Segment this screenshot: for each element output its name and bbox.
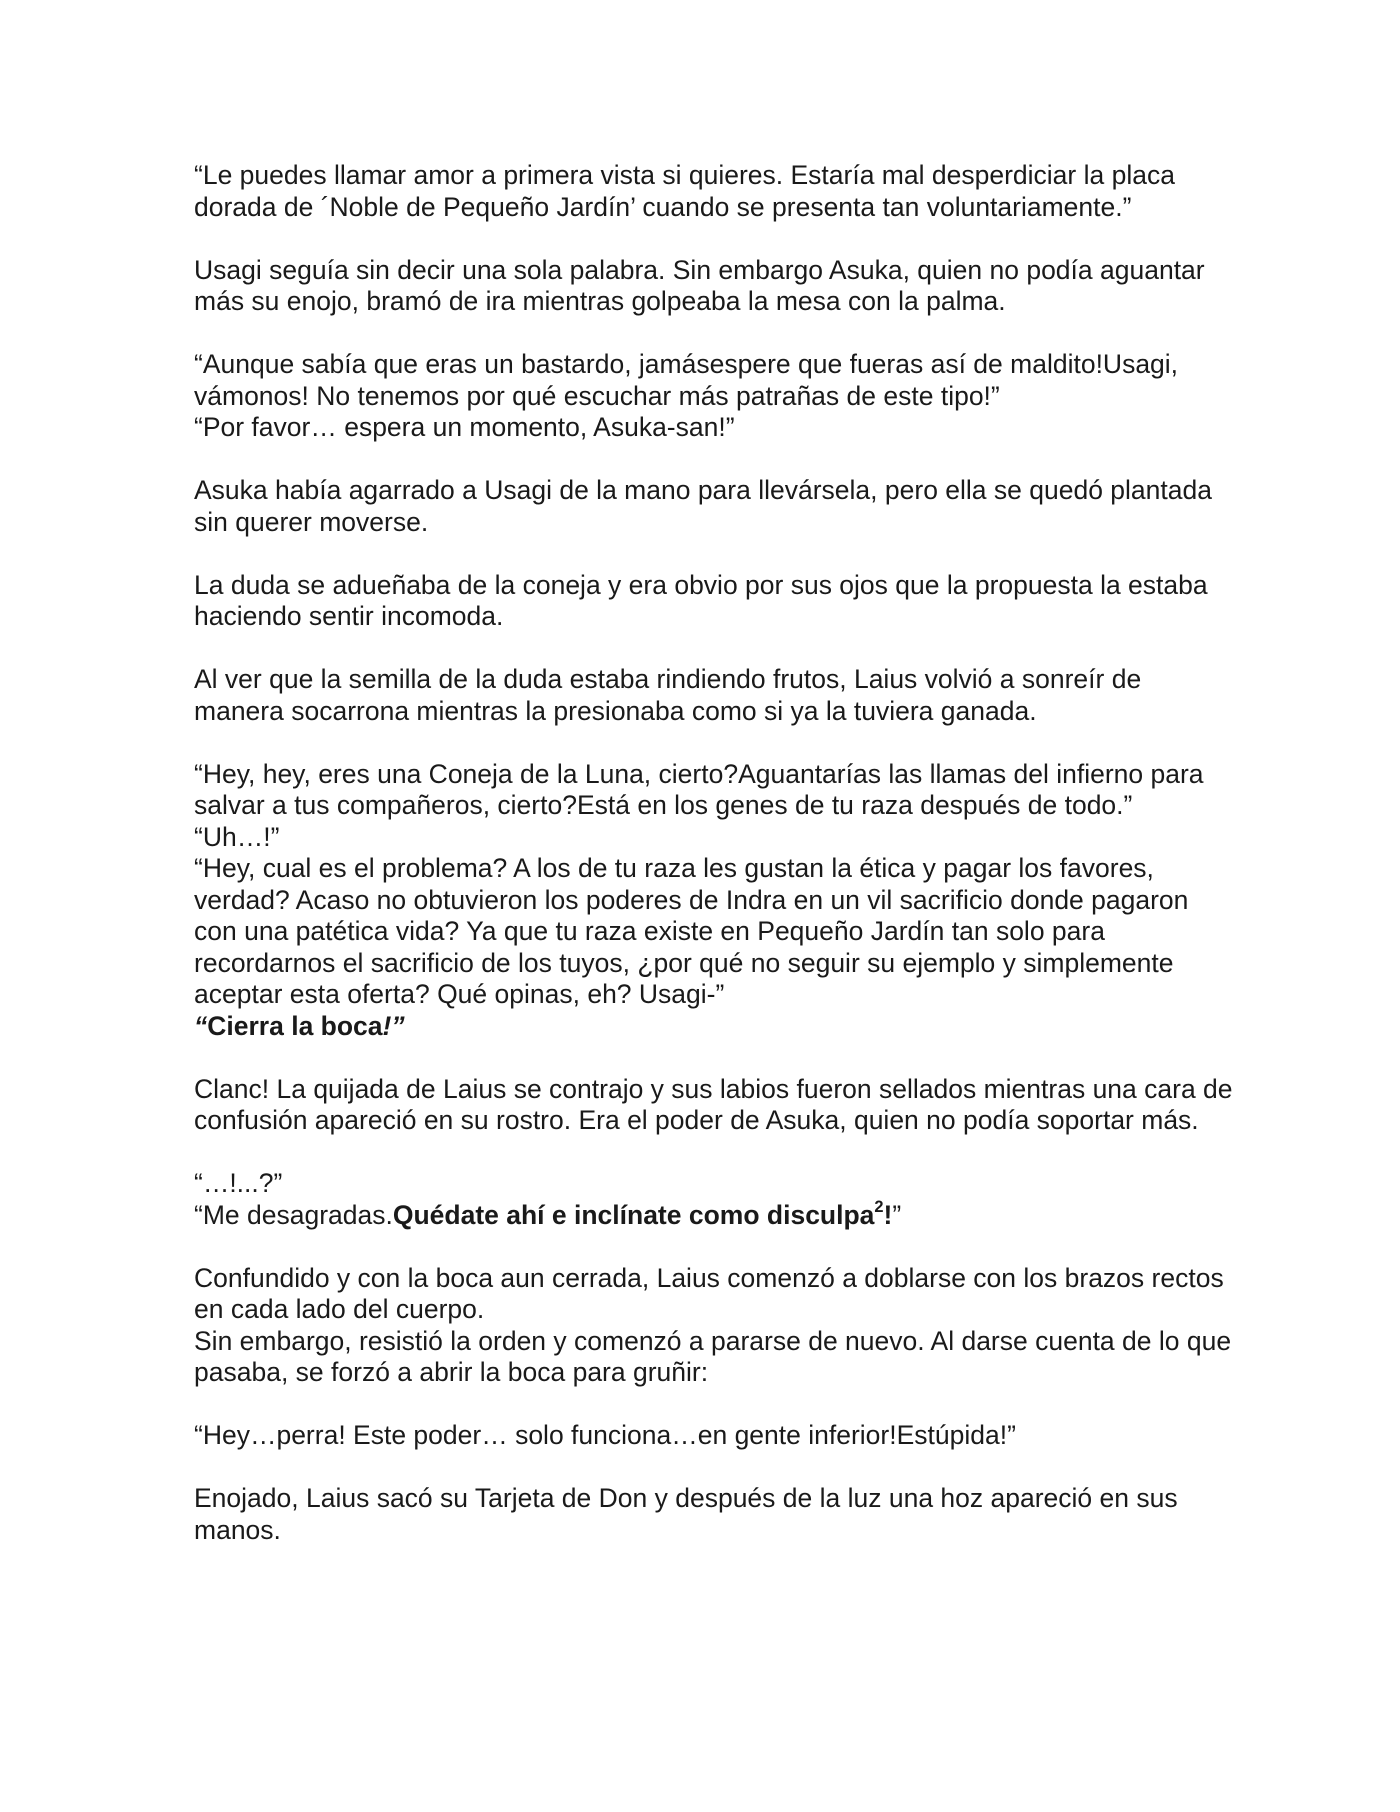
paragraph xyxy=(194,1074,1234,1137)
narration-line: Asuka había agarrado a Usagi de la mano para llevársela, pero ella se quedó plantada sin querer moverse. xyxy=(194,475,1212,537)
narration-line: Al ver que la semilla de la duda estaba rindiendo frutos, Laius volvió a sonreír de manera socarrona mientras la presionaba como si ya la tuviera ganada. xyxy=(194,664,1142,726)
paragraph xyxy=(194,1420,1234,1452)
paragraph xyxy=(194,1483,1234,1546)
dialogue-line: “Aunque sabía que eras un bastardo, jamásespere que fueras así de maldito!Usagi, vámonos! No tenemos por qué escuchar más patrañas de este tipo!” xyxy=(194,349,1179,411)
paragraph xyxy=(194,160,1234,223)
paragraph xyxy=(194,255,1234,318)
shout-line xyxy=(194,1011,1234,1043)
shout-close: !” xyxy=(382,1010,405,1041)
narration-line: Enojado, Laius sacó su Tarjeta de Don y después de la luz una hoz apareció en sus manos. xyxy=(194,1483,1178,1545)
paragraph xyxy=(194,1168,1234,1231)
paragraph xyxy=(194,570,1234,633)
command-line xyxy=(194,1200,1234,1232)
command-bold-end: ! xyxy=(883,1199,893,1230)
narration-line: Confundido y con la boca aun cerrada, Laius comenzó a doblarse con los brazos rectos en cada lado del cuerpo. xyxy=(194,1262,1224,1324)
ellipsis-line: “…!...?” xyxy=(194,1168,283,1198)
command-close: ” xyxy=(892,1199,902,1230)
narration-line: Usagi seguía sin decir una sola palabra. Sin embargo Asuka, quien no podía aguantar más su enojo, bramó de ira mientras golpeaba la mesa con la palma. xyxy=(194,254,1205,316)
narration-line: Clanc! La quijada de Laius se contrajo y sus labios fueron sellados mientras una cara de confusión apareció en su rostro. Era el poder de Asuka, quien no podía soportar más. xyxy=(194,1073,1233,1135)
dialogue-line: “Hey…perra! Este poder… solo funciona…en gente inferior!Estúpida!” xyxy=(194,1420,1016,1450)
shout-open-quote: “ xyxy=(194,1010,208,1041)
paragraph xyxy=(194,349,1234,444)
dialogue-line: “Hey, cual es el problema? A los de tu raza les gustan la ética y pagar los favores, verdad? Acaso no obtuvieron los poderes de Indra en un vil sacrificio donde pagaron con una patética vida? Ya que tu raza existe en Pequeño Jardín tan solo para recordarnos el sacrificio de los tuyos, ¿por qué no seguir su ejemplo y simplemente aceptar esta oferta? Qué opinas, eh? Usagi-” xyxy=(194,853,1189,1009)
dialogue-line: “Le puedes llamar amor a primera vista si quieres. Estaría mal desperdiciar la placa dorada de ´Noble de Pequeño Jardín’ cuando se presenta tan voluntariamente.” xyxy=(194,160,1175,222)
narration-line: La duda se adueñaba de la coneja y era obvio por sus ojos que la propuesta la estaba haciendo sentir incomoda. xyxy=(194,569,1208,631)
shout-words: Cierra la boca xyxy=(207,1010,383,1041)
narration-line: Sin embargo, resistió la orden y comenzó a pararse de nuevo. Al darse cuenta de lo que pasaba, se forzó a abrir la boca para gruñir: xyxy=(194,1325,1232,1387)
dialogue-line: “Por favor… espera un momento, Asuka-san!” xyxy=(194,412,735,442)
command-prefix: “Me desagradas. xyxy=(194,1199,393,1230)
paragraph xyxy=(194,664,1234,727)
command-bold: Quédate ahí e inclínate como disculpa xyxy=(392,1199,875,1230)
paragraph xyxy=(194,475,1234,538)
paragraph xyxy=(194,759,1234,1043)
footnote-marker: 2 xyxy=(874,1198,884,1217)
paragraph xyxy=(194,1263,1234,1389)
dialogue-line: “Hey, hey, eres una Coneja de la Luna, cierto?Aguantarías las llamas del infierno para salvar a tus compañeros, cierto?Está en los genes de tu raza después de todo.” xyxy=(194,758,1204,820)
dialogue-line: “Uh…!” xyxy=(194,821,280,852)
document-body xyxy=(194,160,1234,1578)
